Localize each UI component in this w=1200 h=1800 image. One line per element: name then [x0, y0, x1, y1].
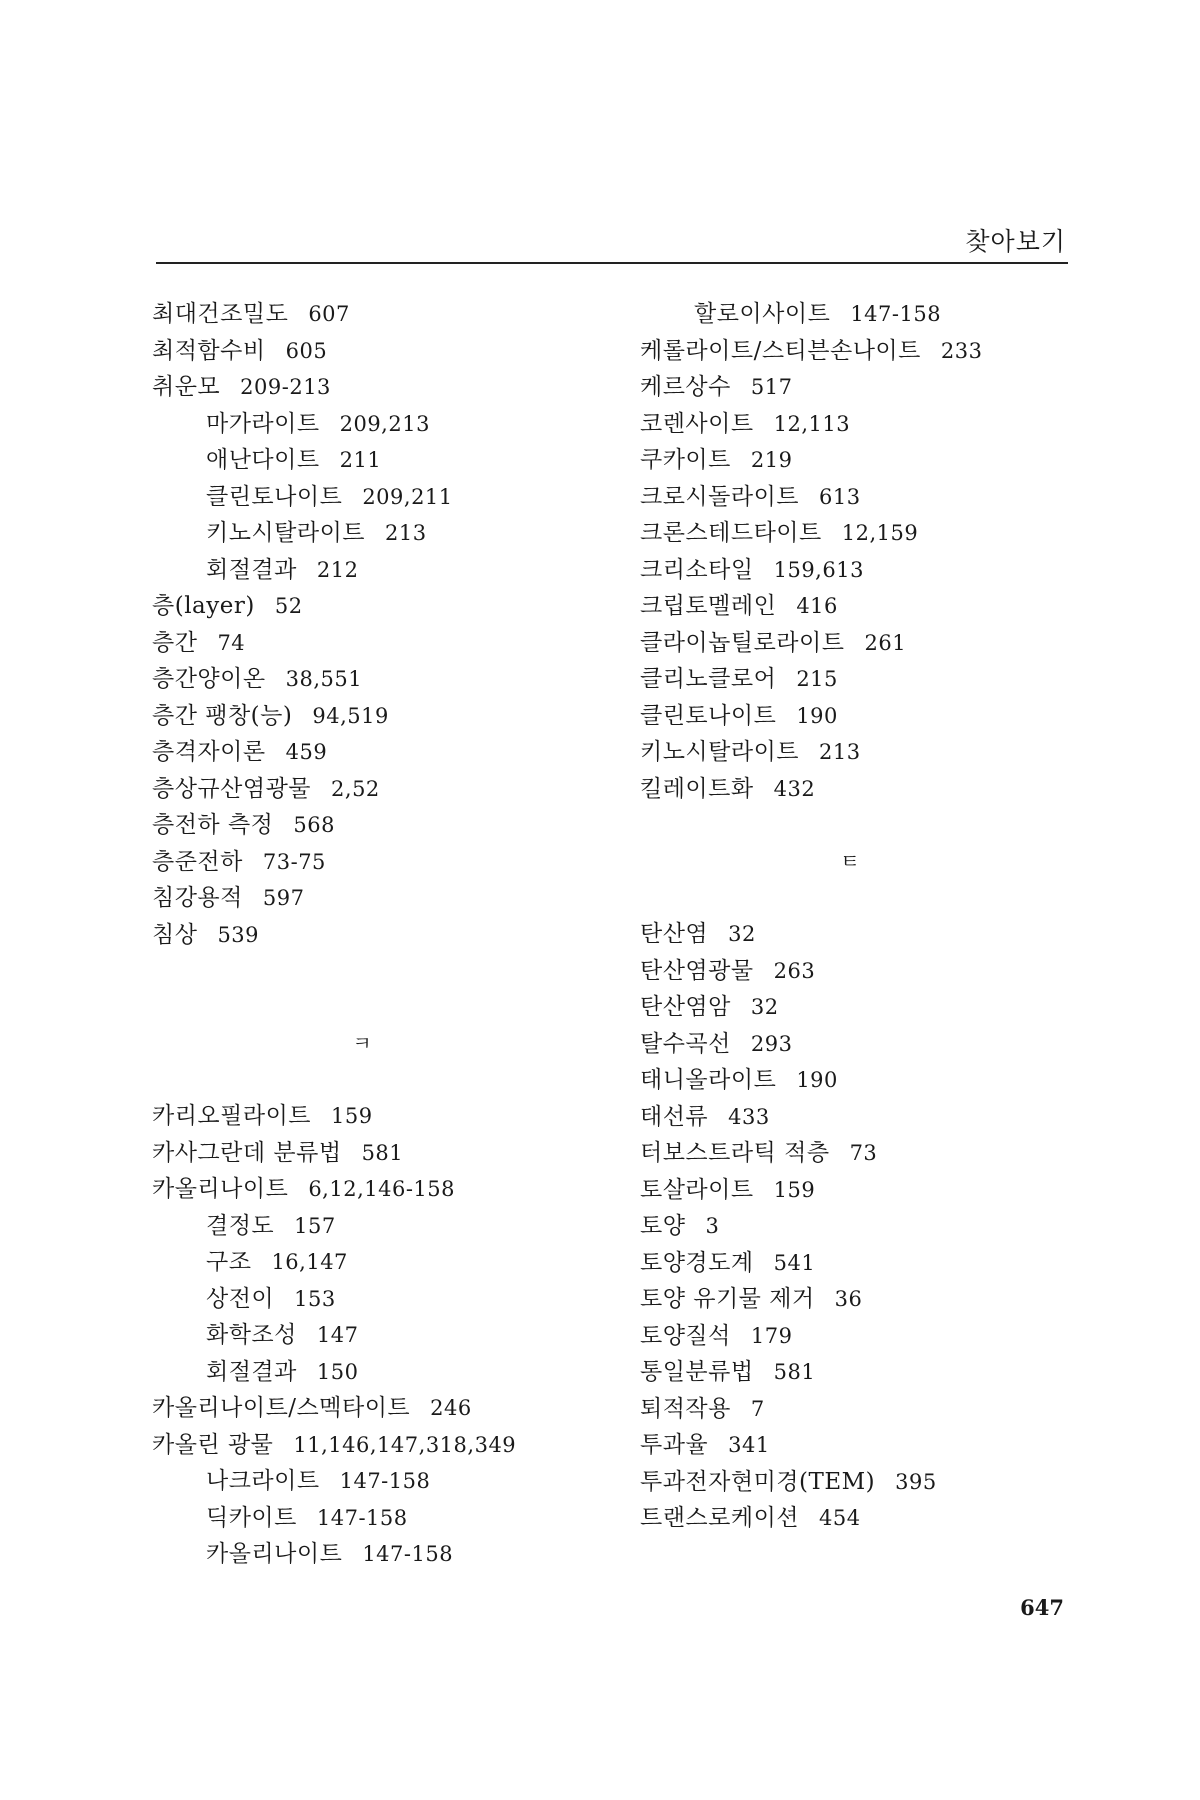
index-page-refs: 211 [339, 448, 382, 472]
index-term: 퇴적작용 [640, 1395, 731, 1422]
index-term: 카올린 광물 [152, 1431, 274, 1458]
index-entry [152, 588, 592, 625]
index-term: 층전하 측정 [152, 812, 274, 838]
index-page-refs: 212 [316, 557, 359, 582]
index-entry [152, 1427, 592, 1464]
index-term: 쿠카이트 [640, 447, 731, 473]
index-entry [640, 734, 1080, 771]
index-entry [152, 1500, 592, 1537]
index-page-refs: 7 [750, 1396, 765, 1421]
index-page-refs: 36 [834, 1287, 863, 1311]
index-page-refs: 261 [864, 630, 907, 655]
index-page-refs: 190 [796, 1068, 838, 1092]
index-entry [640, 771, 1080, 808]
index-page-refs: 454 [819, 1506, 861, 1530]
index-entry [640, 1500, 1080, 1537]
index-term: 투과전자현미경(TEM) [640, 1468, 876, 1495]
section-heading-tieut: ㅌ [840, 849, 860, 873]
index-term: 층준전하 [152, 848, 243, 875]
index-entry [152, 296, 592, 333]
index-term: 층간 팽창(능) [152, 702, 293, 729]
index-entry [152, 844, 592, 881]
index-page-refs: 209,211 [362, 484, 453, 509]
index-entry [640, 1208, 1080, 1245]
index-term: 침상 [152, 921, 198, 948]
index-term: 최대건조밀도 [152, 301, 289, 327]
index-term: 애난다이트 [206, 447, 320, 473]
index-page-refs: 159 [331, 1104, 373, 1128]
index-page-refs: 416 [796, 594, 838, 618]
index-page-refs: 74 [217, 630, 246, 655]
index-entry [152, 1463, 592, 1500]
index-term: 할로이사이트 [694, 301, 831, 327]
entry-group-left-2 [152, 1098, 592, 1573]
index-page-refs: 12,159 [841, 521, 919, 545]
index-entry [640, 625, 1080, 662]
index-page-refs: 150 [316, 1359, 359, 1384]
index-term: 케롤라이트/스티븐손나이트 [640, 337, 921, 364]
index-page-refs: 2,52 [331, 776, 380, 801]
index-term: 태니올라이트 [640, 1067, 777, 1093]
index-term: 토살라이트 [640, 1176, 754, 1203]
index-entry [152, 515, 592, 552]
index-page-refs: 3 [705, 1214, 720, 1238]
entry-group-left-1 [152, 296, 592, 953]
index-term: 화학조성 [206, 1322, 297, 1348]
index-term: 마가라이트 [206, 410, 320, 437]
index-entry [640, 369, 1080, 406]
index-term: 태선류 [640, 1103, 709, 1130]
index-term: 취운모 [152, 374, 221, 400]
index-term: 침강용적 [152, 885, 243, 911]
index-entry [640, 1172, 1080, 1209]
index-page-refs: 213 [819, 740, 861, 764]
index-entry [152, 807, 592, 844]
index-entry [640, 515, 1080, 552]
index-term: 케르상수 [640, 374, 731, 400]
index-page-refs: 597 [262, 886, 305, 910]
index-page-refs: 147-158 [850, 302, 942, 326]
index-page-refs: 179 [750, 1323, 793, 1348]
section-heading-kieuk: ㅋ [352, 1031, 372, 1055]
index-entry [640, 916, 1080, 953]
index-entry [640, 953, 1080, 990]
index-page-refs: 147 [316, 1323, 359, 1347]
index-entry [640, 661, 1080, 698]
index-page-refs: 459 [285, 740, 328, 764]
index-term: 층간 [152, 629, 198, 656]
index-entry [640, 698, 1080, 735]
index-entry [640, 296, 1080, 333]
index-page-refs: 215 [796, 667, 838, 691]
index-entry [640, 1245, 1080, 1282]
index-entry [152, 1098, 592, 1135]
index-entry [640, 989, 1080, 1026]
index-entry [640, 1391, 1080, 1428]
index-term: 토양질석 [640, 1322, 731, 1349]
index-page-refs: 213 [385, 521, 427, 545]
index-page-refs: 38,551 [285, 667, 363, 691]
entry-group-right-1 [640, 296, 1080, 807]
index-entry [152, 1171, 592, 1208]
index-term: 결정도 [206, 1212, 275, 1239]
index-page-refs: 233 [940, 338, 983, 363]
index-entry [640, 1135, 1080, 1172]
index-entry [152, 1244, 592, 1281]
running-header: 찾아보기 [965, 227, 1066, 256]
index-page-refs: 293 [750, 1031, 793, 1056]
index-page-refs: 12,113 [773, 411, 851, 436]
index-term: 토양 유기물 제거 [640, 1286, 815, 1312]
index-page-refs: 147-158 [362, 1542, 454, 1566]
page-number: 647 [1020, 1595, 1064, 1620]
index-page-refs: 246 [430, 1396, 472, 1420]
index-page-refs: 190 [796, 703, 838, 728]
index-column-right [640, 296, 1080, 1537]
index-term: 탄산염암 [640, 994, 731, 1020]
index-term: 크립토멜레인 [640, 593, 777, 619]
index-term: 트랜스로케이션 [640, 1505, 800, 1531]
index-page-refs: 395 [895, 1469, 937, 1494]
index-entry [152, 1354, 592, 1391]
index-page-refs: 605 [285, 338, 328, 363]
index-term: 최적함수비 [152, 337, 266, 364]
index-page-refs: 432 [773, 776, 816, 801]
index-entry [152, 771, 592, 808]
index-page-refs: 73-75 [262, 849, 326, 874]
header-rule [156, 262, 1068, 264]
entry-group-right-2 [640, 916, 1080, 1537]
index-page-refs: 73 [849, 1141, 878, 1165]
index-entry [152, 1281, 592, 1318]
index-term: 키노시탈라이트 [206, 520, 366, 546]
index-term: 킬레이트화 [640, 775, 754, 802]
index-page-refs: 153 [294, 1286, 336, 1311]
index-term: 층(layer) [152, 593, 255, 619]
index-term: 층격자이론 [152, 739, 266, 765]
index-term: 카리오필라이트 [152, 1103, 312, 1129]
index-page-refs: 613 [819, 484, 861, 509]
index-entry [152, 1135, 592, 1172]
index-page-refs: 568 [293, 813, 335, 837]
index-term: 클리노클로어 [640, 666, 777, 692]
index-page-refs: 539 [217, 922, 260, 947]
index-term: 층간양이온 [152, 666, 266, 692]
index-page-refs: 263 [773, 958, 816, 983]
index-term: 통일분류법 [640, 1359, 754, 1385]
index-term: 탄산염 [640, 921, 709, 947]
index-entry [152, 917, 592, 954]
index-term: 크론스테드타이트 [640, 520, 822, 546]
index-column-left [152, 296, 592, 1573]
index-page-refs: 581 [361, 1140, 404, 1165]
index-term: 상전이 [206, 1285, 275, 1312]
index-entry [640, 1281, 1080, 1318]
index-page-refs: 147-158 [339, 1469, 431, 1493]
index-term: 크로시돌라이트 [640, 483, 800, 510]
index-entry [640, 1062, 1080, 1099]
index-term: 카올리나이트 [206, 1541, 343, 1567]
index-entry [640, 442, 1080, 479]
index-entry [640, 1099, 1080, 1136]
index-term: 터보스트라틱 적층 [640, 1140, 830, 1166]
index-term: 회절결과 [206, 556, 297, 583]
index-term: 키노시탈라이트 [640, 739, 800, 765]
index-entry [640, 552, 1080, 589]
index-term: 카사그란데 분류법 [152, 1139, 342, 1166]
index-term: 딕카이트 [206, 1504, 297, 1531]
index-page-refs: 32 [728, 922, 756, 946]
index-page-refs: 94,519 [312, 703, 389, 728]
index-term: 층상규산염광물 [152, 775, 312, 802]
index-term: 카올리나이트 [152, 1176, 289, 1202]
index-term: 탄산염광물 [640, 957, 754, 984]
index-entry [640, 1464, 1080, 1501]
index-page-refs: 147-158 [316, 1505, 408, 1530]
index-term: 크리소타일 [640, 556, 754, 583]
index-entry [640, 479, 1080, 516]
index-entry [152, 479, 592, 516]
index-term: 카올리나이트/스멕타이트 [152, 1395, 411, 1421]
index-entry [640, 588, 1080, 625]
index-entry [152, 661, 592, 698]
index-page-refs: 607 [308, 302, 350, 326]
index-page-refs: 6,12,146-158 [308, 1177, 456, 1201]
index-entry [152, 880, 592, 917]
index-entry [640, 1026, 1080, 1063]
index-term: 구조 [206, 1249, 252, 1275]
index-entry [152, 1390, 592, 1427]
index-term: 나크라이트 [206, 1468, 320, 1494]
index-entry [640, 1427, 1080, 1464]
index-entry [152, 333, 592, 370]
index-term: 회절결과 [206, 1358, 297, 1385]
index-page-refs: 159 [773, 1177, 816, 1202]
index-page-refs: 11,146,147,318,349 [293, 1432, 517, 1457]
section-spacer [152, 953, 592, 989]
index-term: 클린토나이트 [640, 702, 777, 729]
index-entry [152, 698, 592, 735]
index-term: 투과율 [640, 1432, 709, 1458]
index-entry [152, 1208, 592, 1245]
index-entry [152, 1536, 592, 1573]
index-term: 클라이놉틸로라이트 [640, 629, 845, 656]
index-entry [152, 406, 592, 443]
index-page-refs: 517 [750, 375, 793, 399]
index-entry [152, 369, 592, 406]
index-page-refs: 209-213 [240, 375, 331, 399]
index-entry [640, 333, 1080, 370]
index-entry [152, 552, 592, 589]
index-entry [152, 442, 592, 479]
index-entry [152, 734, 592, 771]
index-entry [640, 1354, 1080, 1391]
index-page-refs: 159,613 [773, 557, 864, 582]
index-page-refs: 541 [773, 1250, 816, 1275]
index-term: 클린토나이트 [206, 483, 343, 510]
index-page-refs: 16,147 [271, 1250, 348, 1274]
index-entry [640, 406, 1080, 443]
index-page-refs: 219 [750, 448, 793, 472]
index-entry [640, 1318, 1080, 1355]
index-page-refs: 32 [750, 995, 779, 1019]
index-term: 토양 [640, 1213, 686, 1239]
index-page-refs: 433 [728, 1104, 770, 1129]
index-page-refs: 52 [274, 594, 303, 618]
index-page-refs: 209,213 [339, 411, 430, 436]
index-term: 코렌사이트 [640, 410, 754, 437]
index-page-refs: 341 [728, 1433, 770, 1457]
index-term: 토양경도계 [640, 1249, 754, 1276]
index-entry [152, 1317, 592, 1354]
index-page-refs: 581 [773, 1360, 816, 1384]
index-page-refs: 157 [294, 1213, 336, 1238]
index-term: 탈수곡선 [640, 1030, 731, 1057]
index-entry [152, 625, 592, 662]
